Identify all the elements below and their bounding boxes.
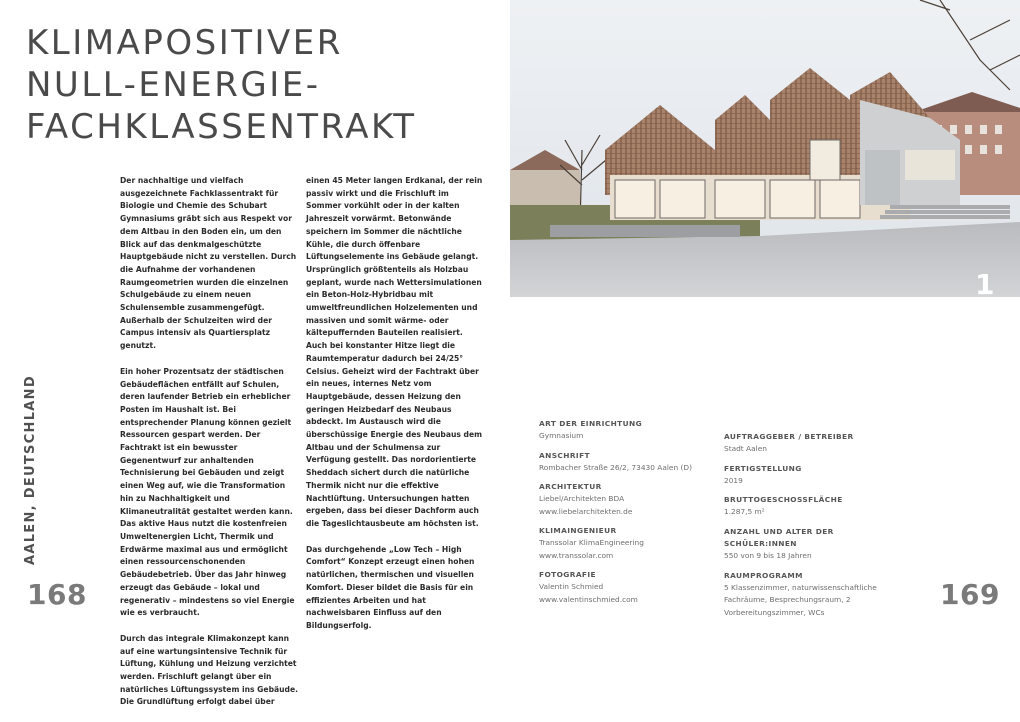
title-line: NULL-ENERGIE- — [26, 65, 321, 105]
fact-value: Gymnasium — [539, 431, 584, 441]
page-number-right: 169 — [940, 578, 1000, 611]
fact-address — [539, 450, 724, 475]
fact-label: RAUMPROGRAMM — [724, 570, 803, 580]
fact-label: BRUTTOGESCHOSSFLÄCHE — [724, 495, 843, 505]
fact-label: ANSCHRIFT — [539, 450, 590, 460]
fact-label: FERTIGSTELLUNG — [724, 463, 802, 473]
fact-value: 550 von 9 bis 18 Jahren — [724, 551, 812, 561]
paragraph: Ein hoher Prozentsatz der städtischen Gebäudeflächen entfällt auf Schulen, deren laufender Betrieb ein erheblicher Posten im Haushalt ist. Bei entsprechender Planung können gezielt Ressourcen gespart werden. Der Fachtrakt ist ein bewusster Gegenentwurf zur anhaltenden Technisierung bei Gebäuden und zeigt einen Weg auf, wie die Transformation hin zu Nachhaltigkeit und Klimaneutralität gestaltet werden kann. Das aktive Haus nutzt die kostenfreien Umweltenergien Licht, Thermik und Erdwärme maximal aus und ermöglicht einen ressourcenschonenden Gebäudebetrieb. Über das Jahr hinweg erzeugt das Gebäude – lokal und regenerativ – mindestens so viel Energie wie es verbraucht. — [120, 366, 295, 618]
fact-value: Transsolar KlimaEngineering — [539, 538, 644, 548]
fact-client — [724, 431, 909, 456]
fact-photography — [539, 569, 724, 606]
page-title — [26, 22, 416, 148]
title-line: FACHKLASSENTRAKT — [26, 107, 417, 147]
fact-value: Rombacher Straße 26/2, 73430 Aalen (D) — [539, 462, 692, 472]
title-line: KLIMAPOSITIVER — [26, 23, 343, 63]
location-label: AALEN, DEUTSCHLAND — [23, 375, 38, 565]
fact-label: ART DER EINRICHTUNG — [539, 419, 643, 428]
photo-number: 1 — [975, 268, 995, 301]
paragraph: einen 45 Meter langen Erdkanal, der rein passiv wirkt und die Frischluft im Sommer vorkühlt oder in der kalten Jahreszeit vorwärmt. Betonwände speichern im Sommer die nächtliche Kühle, die durch öffenbare Lüftungselemente ins Gebäude gelangt. Ursprünglich größtenteils als Holzbau geplant, wurde nach Wettersimulationen ein Beton-Holz-Hybridbau mit umweltfreundlichen Holzelementen und massiven und somit wärme- oder kältepuffernden Bauteilen realisiert. Auch bei konstanter Hitze liegt die Raumtemperatur dadurch bei 24/25° Celsius. Geheizt wird der Fachtrakt über ein neues, internes Netz vom Hauptgebäude, dessen Heizung den geringen Heizbedarf des Neubaus abdeckt. Im Austausch wird die überschüssige Energie des Neubaus dem Altbau und der Schulmensa zur Verfügung gestellt. Das nordorientierte Sheddach sichert durch die natürliche Thermik nicht nur die effektive Nachtlüftung. Untersuchungen hatten ergeben, dass bei dieser Dachform auch die Tageslichtausbeute am höchsten ist. — [306, 176, 483, 528]
body-column-2 — [306, 175, 484, 646]
fact-value: Stadt Aalen — [724, 444, 767, 454]
fact-label: AUFTRAGGEBER / BETREIBER — [724, 432, 854, 441]
fact-label: KLIMAINGENIEUR — [539, 526, 617, 536]
fact-link[interactable]: www.transsolar.com — [539, 550, 614, 560]
fact-completion — [724, 463, 909, 488]
fact-value: 5 Klassenzimmer, naturwissenschaftliche Fachräume, Besprechungsraum, 2 Vorbereitungszimmer, WCs — [724, 582, 877, 617]
paragraph: Durch das integrale Klimakonzept kann auf eine wartungsintensive Technik für Lüftung, Kühlung und Heizung verzichtet werden. Frischluft gelangt über ein natürliches Lüftungssystem ins Gebäude. Die Grundlüftung erfolgt dabei über — [120, 633, 299, 707]
body-column-1 — [120, 175, 298, 722]
fact-floor-area — [724, 494, 909, 519]
paragraph: Das durchgehende „Low Tech – High Comfort“ Konzept erzeugt einen hohen natürlichen, thermischen und visuellen Komfort. Dieser bildet die Basis für ein effizientes Arbeiten und hat nachweisbaren Einfluss auf den Bildungserfolg. — [306, 544, 475, 630]
project-facts-right — [724, 431, 909, 626]
fact-label: FOTOGRAFIE — [539, 569, 596, 579]
fact-room-program — [724, 570, 909, 619]
fact-link[interactable]: www.liebelarchitekten.de — [539, 506, 633, 516]
page-number-left: 168 — [27, 578, 87, 611]
fact-value: 2019 — [724, 475, 743, 485]
paragraph: Der nachhaltige und vielfach ausgezeichnete Fachklassentrakt für Biologie und Chemie des Schubart Gymnasiums gräbt sich aus Respekt vor dem Altbau in den Boden ein, um den Blick auf das denkmalgeschützte Hauptgebäude nicht zu verstellen. Durch die Aufnahme der vorhandenen Raumgeometrien wurden die einzelnen Schulgebäude zu einem neuen Schulensemble zusammengefügt. Außerhalb der Schulzeiten wird der Campus intensiv als Quartiersplatz genutzt. — [120, 176, 297, 351]
project-facts-left — [539, 418, 724, 613]
fact-type — [539, 418, 724, 443]
fact-value: Liebel/Architekten BDA — [539, 494, 625, 504]
fact-value: 1.287,5 m² — [724, 507, 765, 517]
fact-label: ARCHITEKTUR — [539, 482, 602, 492]
fact-architecture — [539, 481, 724, 518]
fact-label: ANZAHL UND ALTER DER SCHÜLER:INNEN — [724, 526, 834, 549]
building-photo — [510, 0, 1020, 297]
fact-students — [724, 526, 909, 563]
fact-climate-engineer — [539, 525, 724, 562]
fact-link[interactable]: www.valentinschmied.com — [539, 594, 638, 604]
fact-value: Valentin Schmied — [539, 582, 604, 592]
